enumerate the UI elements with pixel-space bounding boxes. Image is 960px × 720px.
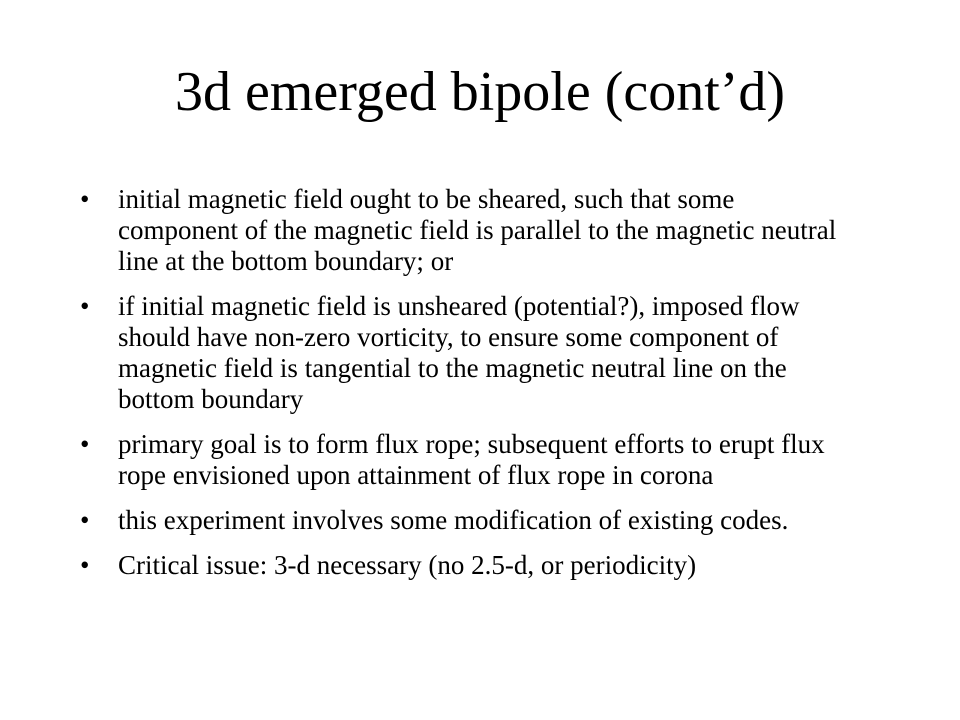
bullet-dot-icon: • [80,550,90,580]
bullet-item-1 [80,184,860,277]
bullet-dot-icon: • [80,429,90,459]
bullet-dot-icon: • [80,505,90,535]
bullet-item-2 [80,291,860,415]
bullet-text: Critical issue: 3-d necessary (no 2.5-d, or periodicity) [118,550,697,580]
bullet-text: if initial magnetic field is unsheared (potential?), imposed flow should have non-zero vorticity, to ensure some component of magnetic field is tangential to the magnetic neutral line on the bottom boundary [118,291,800,414]
bullet-item-4 [80,505,860,536]
bullet-dot-icon: • [80,291,90,321]
slide-title: 3d emerged bipole (cont’d) [174,61,786,123]
bullet-list [80,184,860,595]
bullet-text: initial magnetic field ought to be sheared, such that some component of the magnetic field is parallel to the magnetic neutral line at the bottom boundary; or [118,184,837,276]
bullet-dot-icon: • [80,184,90,214]
bullet-item-3 [80,429,860,491]
bullet-text: this experiment involves some modification of existing codes. [118,505,789,535]
bullet-item-5 [80,550,860,581]
bullet-text: primary goal is to form flux rope; subsequent efforts to erupt flux rope envisioned upon attainment of flux rope in corona [118,429,825,490]
